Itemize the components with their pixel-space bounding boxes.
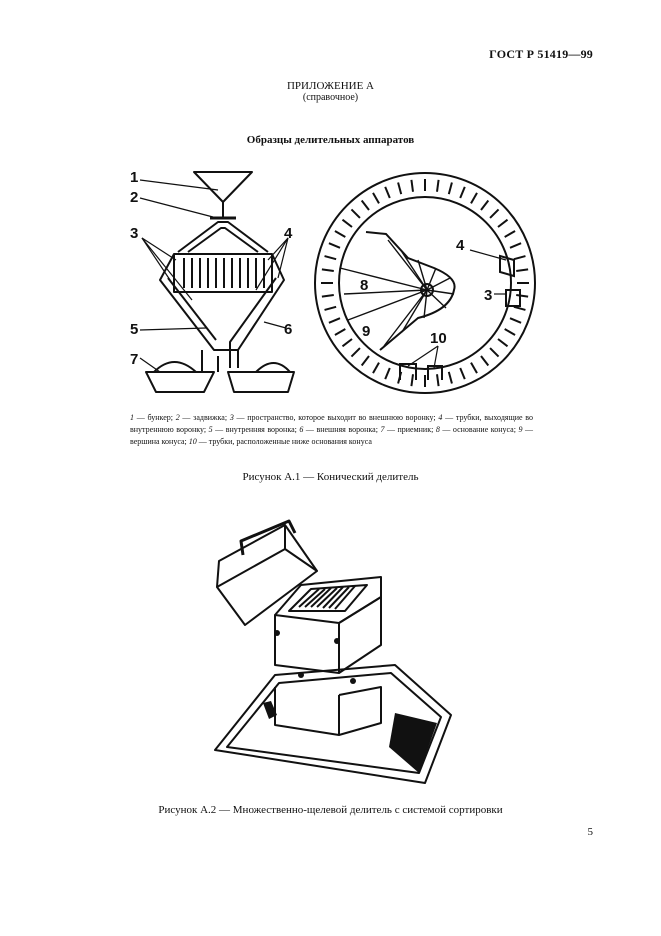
page-number: 5 — [587, 826, 593, 838]
label-2: 2 — [130, 189, 139, 206]
legend-text: — вершина конуса; — [130, 425, 533, 446]
left-bin — [275, 687, 339, 735]
ring-tick — [325, 307, 337, 310]
legend-number: 10 — [188, 437, 197, 446]
label-5: 5 — [130, 321, 139, 338]
hopper-tray — [217, 549, 317, 625]
bolt — [334, 638, 340, 644]
divider-body-front — [275, 615, 339, 673]
ring-tick — [516, 269, 528, 271]
ring-tick — [398, 183, 401, 195]
ring-tick — [351, 209, 359, 217]
divider-body-side — [339, 597, 381, 673]
label-8: 8 — [360, 277, 369, 294]
ring-tick — [490, 348, 498, 356]
right-bin — [339, 687, 381, 735]
ring-tick — [481, 356, 488, 366]
legend-number: 7 — [380, 425, 385, 434]
left-receiver — [146, 372, 214, 392]
filled-bin — [389, 713, 437, 773]
label-6: 6 — [284, 321, 293, 338]
document-header: ГОСТ Р 51419—99 — [489, 47, 593, 61]
label-3: 3 — [130, 225, 139, 242]
ring-tick — [471, 363, 477, 373]
legend-number: 2 — [175, 413, 180, 422]
ring-tick — [460, 187, 465, 198]
legend-item — [230, 413, 439, 422]
legend-item — [176, 413, 230, 422]
legend-item — [189, 437, 372, 446]
label-4-plan: 4 — [456, 237, 465, 254]
figure2-caption: Рисунок А.2 — Множественно-щелевой делитель с системой сортировки — [158, 804, 503, 816]
legend-item — [209, 425, 300, 434]
figure1-caption: Рисунок А.1 — Конический делитель — [242, 471, 419, 483]
ring-tick — [449, 372, 452, 384]
legend-number: 6 — [299, 425, 304, 434]
label-4: 4 — [284, 225, 293, 242]
legend-text: — приемник; — [384, 425, 436, 434]
ring-tick — [322, 295, 334, 297]
ring-tick — [373, 193, 379, 203]
ring-tick — [510, 318, 521, 323]
slot-grid — [289, 585, 367, 611]
legend-item — [380, 425, 435, 434]
ring-tick — [411, 180, 413, 192]
ring-tick — [335, 329, 345, 335]
legend-number: 1 — [130, 413, 134, 422]
bolt — [298, 672, 304, 678]
legend-number: 8 — [435, 425, 440, 434]
appendix-subtitle: (справочное) — [302, 92, 359, 103]
left-pile — [154, 362, 196, 372]
ring-tick — [498, 339, 508, 346]
ring-tick — [490, 209, 498, 217]
ring-tick — [498, 220, 508, 227]
ring-tick — [351, 348, 359, 356]
ring-tick — [325, 256, 337, 259]
ring-tick — [329, 243, 340, 248]
bolt — [274, 630, 280, 636]
ring-tick — [471, 193, 477, 203]
bolt — [350, 678, 356, 684]
ring-tick — [437, 180, 439, 192]
legend-text: — пространство, которое выходит во внешнюю воронку; — [233, 413, 439, 422]
ring-tick — [362, 200, 369, 210]
right-funnel-wall — [238, 254, 284, 350]
label-1: 1 — [130, 169, 139, 186]
ring-tick — [514, 256, 526, 259]
ring-tick — [342, 220, 352, 227]
ring-tick — [342, 339, 352, 346]
conical-divider-figure — [118, 160, 538, 405]
ring-tick — [373, 363, 379, 373]
hopper-tray-back — [217, 525, 285, 587]
ring-tick — [505, 231, 515, 237]
ring-tick — [385, 187, 390, 198]
ring-tick — [481, 200, 488, 210]
section-title: Образцы делительных аппаратов — [246, 134, 415, 146]
ring-tick — [437, 374, 439, 386]
legend-text: — трубки, выходящие во внутреннюю воронку; — [130, 413, 534, 434]
ring-tick — [385, 368, 390, 379]
ring-tick — [505, 329, 515, 335]
ring-tick — [510, 243, 521, 248]
ring-tick — [460, 368, 465, 379]
ring-tick — [322, 269, 334, 271]
ring-tick — [335, 231, 345, 237]
ring-tick — [514, 307, 526, 310]
left-outlet — [202, 350, 218, 372]
inner-cone-top — [178, 222, 268, 252]
appendix-title: ПРИЛОЖЕНИЕ А — [286, 80, 374, 92]
label-10: 10 — [430, 330, 447, 347]
legend-text: — внешняя воронка; — [303, 425, 381, 434]
ring-tick — [449, 183, 452, 195]
hopper-shape — [194, 172, 252, 202]
legend-item — [299, 425, 380, 434]
label-9: 9 — [362, 323, 371, 340]
ring-tick — [329, 318, 340, 323]
legend-number: 9 — [518, 425, 523, 434]
legend-number: 4 — [438, 413, 443, 422]
legend-text: — внутренняя воронка; — [212, 425, 300, 434]
ring-tick — [516, 295, 528, 297]
multi-slot-divider-figure — [205, 515, 460, 790]
right-receiver — [228, 372, 294, 392]
inner-cone-top-inner — [188, 228, 258, 252]
label-3-plan: 3 — [484, 287, 493, 304]
legend-item — [130, 413, 176, 422]
legend-number: 5 — [208, 425, 213, 434]
legend-text: — основание конуса; — [439, 425, 519, 434]
legend-text: — бункер; — [134, 413, 176, 422]
legend-text: — задвижка; — [179, 413, 230, 422]
legend-item — [436, 425, 519, 434]
ring-tick — [362, 356, 369, 366]
ring-tick — [411, 374, 413, 386]
figure1-legend — [130, 412, 533, 448]
legend-number: 3 — [229, 413, 234, 422]
right-pile — [256, 363, 290, 372]
label-7: 7 — [130, 351, 139, 368]
hopper-tray-edge — [285, 525, 317, 571]
legend-text: — трубки, расположенные ниже основания конуса — [196, 437, 372, 446]
